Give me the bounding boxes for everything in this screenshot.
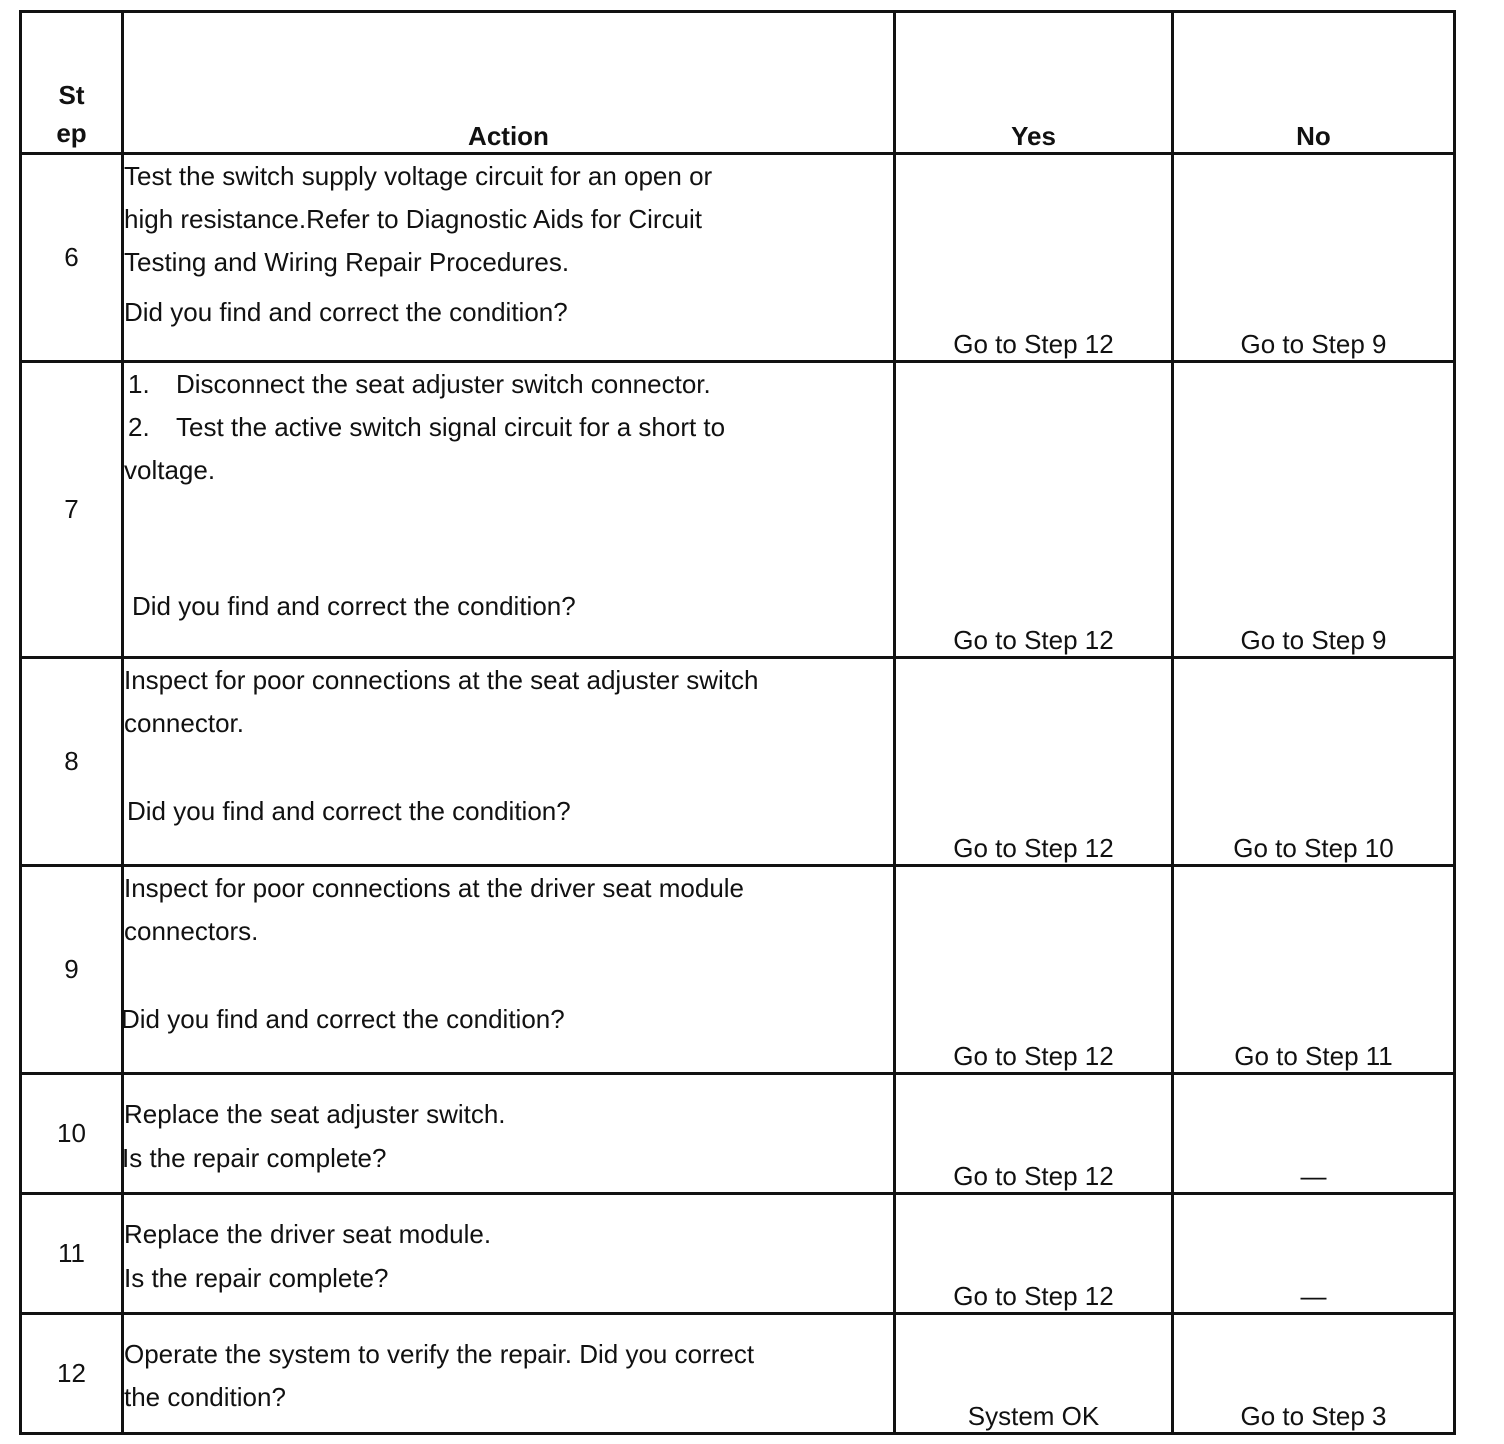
action-line: Replace the seat adjuster switch. (124, 1099, 506, 1129)
action-cell (123, 866, 895, 1074)
action-line: connector. (124, 708, 244, 738)
action-cell (123, 1314, 895, 1434)
action-cell (123, 362, 895, 658)
list-text: Test the active switch signal circuit for a short to (176, 412, 726, 442)
yes-result: System OK (895, 1314, 1173, 1434)
header-row (21, 12, 1455, 154)
no-result: Go to Step 10 (1173, 658, 1455, 866)
no-result: Go to Step 9 (1173, 154, 1455, 362)
header-step-line2: ep (56, 118, 87, 148)
yes-result: Go to Step 12 (895, 154, 1173, 362)
header-action: Action (123, 12, 895, 154)
action-line: Replace the driver seat module. (124, 1219, 492, 1249)
action-cell (123, 1194, 895, 1314)
no-result: — (1173, 1194, 1455, 1314)
step-number: 10 (21, 1074, 123, 1194)
action-line: Inspect for poor connections at the driver seat module (124, 873, 745, 903)
action-line: the condition? (124, 1382, 286, 1412)
no-result: Go to Step 9 (1173, 362, 1455, 658)
header-step (21, 12, 123, 154)
action-question: Is the repair complete? (122, 1143, 387, 1173)
table-row (21, 1194, 1455, 1314)
action-cell (123, 1074, 895, 1194)
yes-result: Go to Step 12 (895, 1074, 1173, 1194)
action-question: Is the repair complete? (124, 1263, 389, 1293)
action-line: Testing and Wiring Repair Procedures. (124, 247, 570, 277)
table-row (21, 362, 1455, 658)
table-row (21, 658, 1455, 866)
action-question: Did you find and correct the condition? (121, 1004, 565, 1034)
action-line: Operate the system to verify the repair. Did you correct (124, 1339, 755, 1369)
yes-result: Go to Step 12 (895, 866, 1173, 1074)
yes-result: Go to Step 12 (895, 658, 1173, 866)
header-yes: Yes (895, 12, 1173, 154)
action-line: voltage. (124, 455, 216, 485)
table-row (21, 866, 1455, 1074)
action-question: Did you find and correct the condition? (132, 591, 576, 621)
action-cell (123, 658, 895, 866)
yes-result: Go to Step 12 (895, 1194, 1173, 1314)
step-number: 7 (21, 362, 123, 658)
action-line: connectors. (124, 916, 259, 946)
list-text: Disconnect the seat adjuster switch connector. (176, 369, 711, 399)
list-number: 1. (128, 369, 150, 399)
no-result: Go to Step 3 (1173, 1314, 1455, 1434)
header-step-line1: St (58, 80, 85, 110)
no-result: — (1173, 1074, 1455, 1194)
table-row (21, 1074, 1455, 1194)
step-number: 11 (21, 1194, 123, 1314)
action-question: Did you find and correct the condition? (127, 796, 571, 826)
numbered-line (124, 363, 893, 406)
action-question: Did you find and correct the condition? (124, 297, 568, 327)
step-number: 9 (21, 866, 123, 1074)
diagnostic-table (19, 10, 1456, 1435)
action-line: Test the switch supply voltage circuit for an open or (124, 161, 713, 191)
yes-result: Go to Step 12 (895, 362, 1173, 658)
table-row (21, 1314, 1455, 1434)
step-number: 8 (21, 658, 123, 866)
action-cell (123, 154, 895, 362)
table-row (21, 154, 1455, 362)
header-no: No (1173, 12, 1455, 154)
step-number: 12 (21, 1314, 123, 1434)
list-number: 2. (128, 412, 150, 442)
action-line: high resistance.Refer to Diagnostic Aids for Circuit (124, 204, 703, 234)
numbered-line (124, 406, 893, 449)
no-result: Go to Step 11 (1173, 866, 1455, 1074)
step-number: 6 (21, 154, 123, 362)
action-line: Inspect for poor connections at the seat adjuster switch (124, 665, 759, 695)
